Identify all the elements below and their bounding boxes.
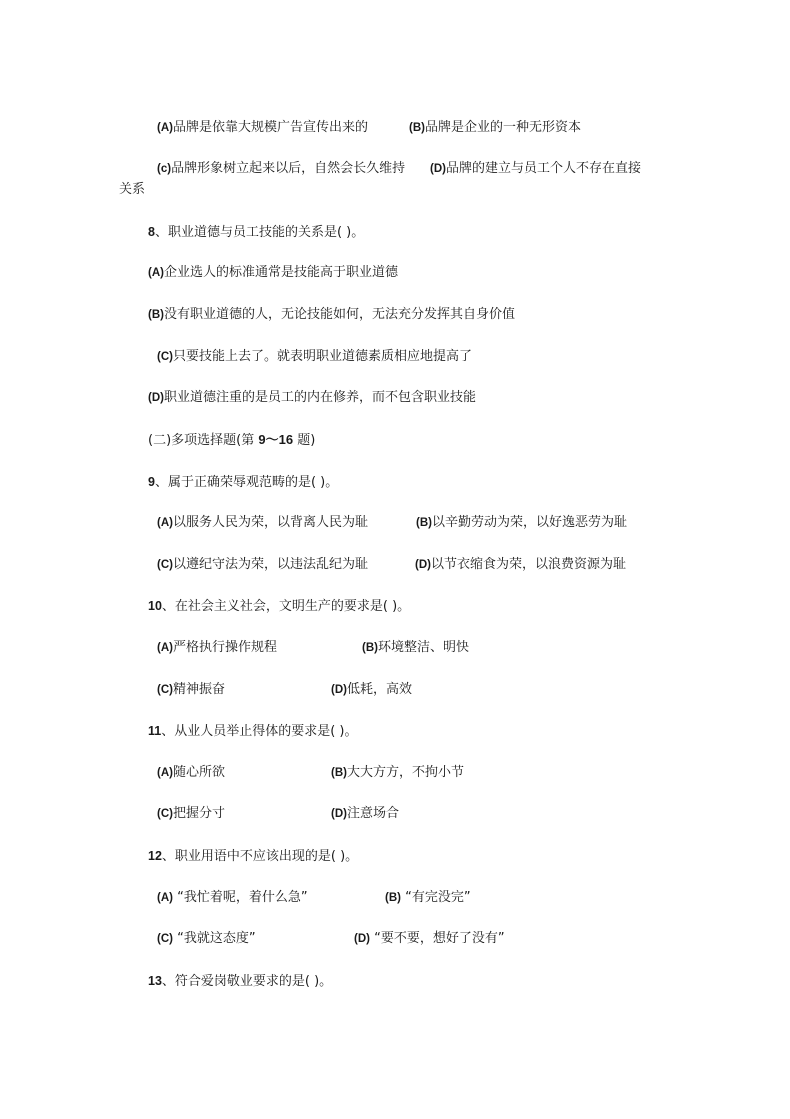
option-text: 大大方方，不拘小节 xyxy=(346,765,464,780)
option-text: 只要技能上去了。就表明职业道德素质相应地提高了 xyxy=(172,349,472,364)
q9-option-b xyxy=(416,514,627,532)
option-label: (A) xyxy=(157,517,173,529)
q12-option-c xyxy=(157,930,256,948)
question-text: 、属于正确荣辱观范畴的是( )。 xyxy=(154,475,339,490)
q7-option-d-continuation: 关系 xyxy=(119,182,146,197)
q7-option-a xyxy=(157,119,368,137)
q7-option-b xyxy=(409,119,581,137)
question-10-stem xyxy=(148,597,410,616)
option-text: 以服务人民为荣，以背离人民为耻 xyxy=(172,515,368,530)
question-number: 11 xyxy=(148,724,162,738)
option-text: 以遵纪守法为荣，以违法乱纪为耻 xyxy=(172,557,368,572)
q10-option-c xyxy=(157,681,225,699)
option-label: (C) xyxy=(157,559,173,571)
option-label: (B) xyxy=(331,767,347,779)
q8-option-b xyxy=(148,306,515,324)
option-text: 以辛勤劳动为荣，以好逸恶劳为耻 xyxy=(431,515,627,530)
q8-option-c xyxy=(157,348,472,366)
q12-option-d xyxy=(354,930,505,948)
option-label: (A) xyxy=(157,892,173,904)
q11-option-d xyxy=(331,805,399,823)
option-text: 品牌是企业的一种无形资本 xyxy=(424,120,581,135)
option-label: (C) xyxy=(157,684,173,696)
q12-option-a xyxy=(157,889,308,907)
option-text: 随心所欲 xyxy=(172,765,225,780)
q7-option-c xyxy=(157,160,405,178)
option-label: (D) xyxy=(354,933,370,945)
q10-option-b xyxy=(362,639,469,657)
q7-option-d xyxy=(430,160,641,178)
option-label: (A) xyxy=(157,767,173,779)
option-text: 低耗，高效 xyxy=(346,682,412,697)
option-text: 品牌形象树立起来以后，自然会长久维持 xyxy=(171,161,406,176)
question-9-stem xyxy=(148,473,338,492)
option-text: 品牌是依靠大规模广告宣传出来的 xyxy=(172,120,368,135)
question-number: 13 xyxy=(148,974,162,988)
option-text: 严格执行操作规程 xyxy=(172,640,277,655)
section-range: 9～16 xyxy=(258,432,294,447)
question-number: 8 xyxy=(148,225,155,239)
question-text: 、在社会主义社会，文明生产的要求是( )。 xyxy=(161,599,411,614)
q8-option-d xyxy=(148,389,476,407)
option-text: “有完没完” xyxy=(400,890,471,905)
option-text: 环境整洁、明快 xyxy=(377,640,469,655)
question-number: 10 xyxy=(148,599,162,613)
question-text: 、从业人员举止得体的要求是( )。 xyxy=(161,724,358,739)
section-heading-multiple-choice xyxy=(148,431,315,450)
option-label: (B) xyxy=(416,517,432,529)
q10-option-a xyxy=(157,639,277,657)
option-label: (D) xyxy=(148,392,164,404)
option-label: (C) xyxy=(157,933,173,945)
option-label: (B) xyxy=(409,122,425,134)
option-label: (D) xyxy=(415,559,431,571)
option-text: 以节衣缩食为荣，以浪费资源为耻 xyxy=(430,557,626,572)
q9-option-c xyxy=(157,556,368,574)
option-text: “要不要，想好了没有” xyxy=(369,931,505,946)
option-text: 品牌的建立与员工个人不存在直接 xyxy=(445,161,641,176)
question-text: 、职业道德与员工技能的关系是( )。 xyxy=(154,225,365,240)
option-text: 企业选人的标准通常是技能高于职业道德 xyxy=(163,265,398,280)
option-text: 注意场合 xyxy=(346,806,399,821)
question-11-stem xyxy=(148,722,358,741)
option-label: (B) xyxy=(385,892,401,904)
option-label: (A) xyxy=(157,642,173,654)
option-label: (D) xyxy=(331,684,347,696)
question-text: 、职业用语中不应该出现的是( )。 xyxy=(161,849,359,864)
q8-option-a xyxy=(148,264,398,282)
option-label: (D) xyxy=(331,808,347,820)
question-number: 9 xyxy=(148,475,155,489)
option-label: (c) xyxy=(157,163,172,175)
option-text: “我就这态度” xyxy=(172,931,256,946)
section-suffix: 题) xyxy=(293,433,316,448)
option-label: (C) xyxy=(157,351,173,363)
option-text: 精神振奋 xyxy=(172,682,225,697)
question-text: 、符合爱岗敬业要求的是( )。 xyxy=(161,974,333,989)
option-text: “我忙着呢，着什么急” xyxy=(172,890,308,905)
question-13-stem xyxy=(148,972,332,991)
option-text: 把握分寸 xyxy=(172,806,225,821)
q11-option-c xyxy=(157,805,225,823)
option-label: (A) xyxy=(148,267,164,279)
question-12-stem xyxy=(148,847,358,866)
q10-option-d xyxy=(331,681,412,699)
option-label: (A) xyxy=(157,122,173,134)
option-text: 没有职业道德的人，无论技能如何，无法充分发挥其自身价值 xyxy=(163,307,515,322)
option-text: 职业道德注重的是员工的内在修养，而不包含职业技能 xyxy=(163,390,476,405)
question-number: 12 xyxy=(148,849,162,863)
option-label: (C) xyxy=(157,808,173,820)
option-label: (D) xyxy=(430,163,446,175)
q9-option-d xyxy=(415,556,626,574)
question-8-stem xyxy=(148,223,364,242)
q11-option-a xyxy=(157,764,225,782)
q9-option-a xyxy=(157,514,368,532)
q11-option-b xyxy=(331,764,464,782)
q12-option-b xyxy=(385,889,471,907)
option-label: (B) xyxy=(148,309,164,321)
section-prefix: (二)多项选择题(第 xyxy=(148,433,259,448)
option-label: (B) xyxy=(362,642,378,654)
